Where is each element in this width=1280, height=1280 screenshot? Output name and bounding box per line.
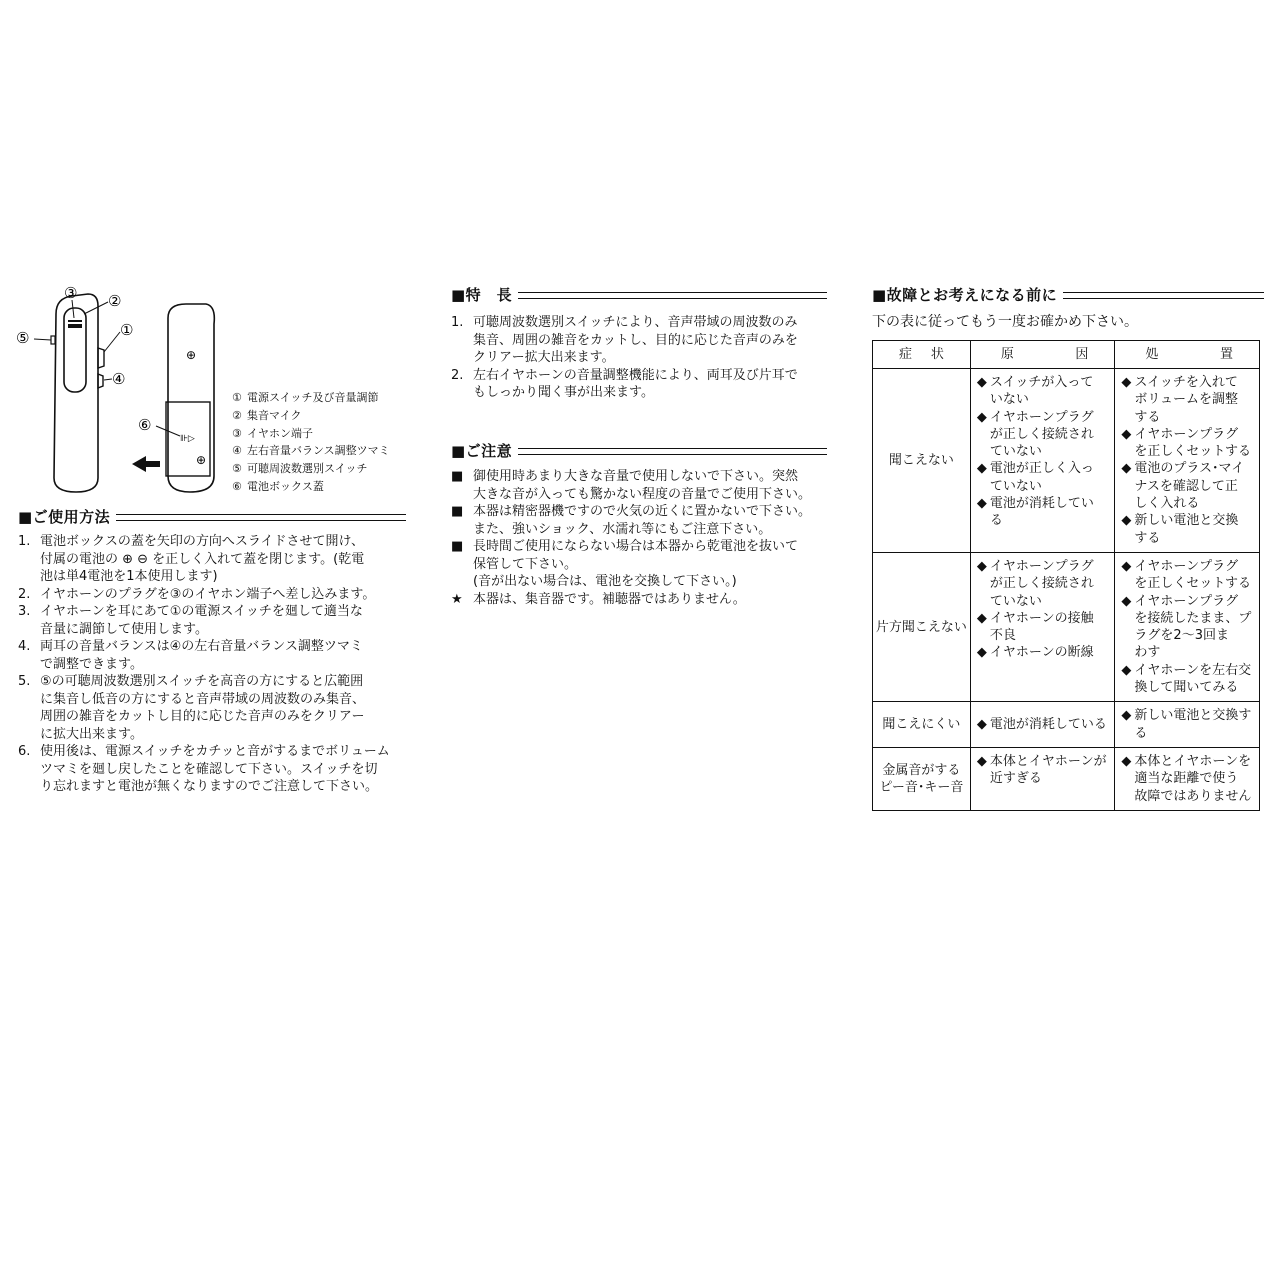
remedy-cell: ◆ 本体とイヤホーンを 適当な距離で使う 故障ではありません xyxy=(1115,747,1260,810)
legend-item: ⑤ 可聴周波数選別スイッチ xyxy=(232,462,368,476)
cause-cell: ◆ イヤホーンプラグ が正しく接続され ていない ◆ イヤホーンの接触 不良 ◆ イヤホーンの断線 xyxy=(970,552,1115,701)
troubleshooting-heading xyxy=(872,284,1264,304)
list-item: 6. 使用後は、電源スイッチをカチッと音がするまでボリューム ツマミを廻し戻したことを確認して下さい。スイッチを切 り忘れますと電池が無くなりますのでご注意して下さい。 xyxy=(18,744,390,794)
list-item: 4. 両耳の音量バランスは④の左右音量バランス調整ツマミ で調整できます。 xyxy=(18,639,363,672)
table-header-row xyxy=(873,341,1260,369)
features-list xyxy=(451,314,831,402)
header-cause: 原 因 xyxy=(970,341,1115,369)
list-item: ■ 本器は精密器機ですので火気の近くに置かないで下さい。 また、強いショック、水濡れ等にもご注意下さい。 xyxy=(451,504,812,537)
list-item: 1. 可聴周波数選別スイッチにより、音声帯域の周波数のみ 集音、周囲の雑音をカットし、目的に応じた音声のみを クリアー拡大出来ます。 xyxy=(451,315,798,365)
symptom-cell: 金属音がする ピー音･キー音 xyxy=(873,747,971,810)
features-title: ■特 長 xyxy=(451,285,513,304)
callout-2: ② xyxy=(108,292,122,310)
list-item: 3. イヤホーンを耳にあて①の電源スイッチを廻して適当な 音量に調節して使用します。 xyxy=(18,604,363,637)
legend-item: ③ イヤホン端子 xyxy=(232,426,313,440)
slide-mark: ⊪▷ xyxy=(180,434,195,444)
remedy-cell: ◆ スイッチを入れて ボリュームを調整 する ◆ イヤホーンプラグ を正しくセットする ◆ 電池のプラス･マイ ナスを確認して正 しく入れる ◆ 新しい電池と交換 する xyxy=(1115,369,1260,553)
list-item: ■ 長時間ご使用にならない場合は本器から乾電池を抜いて 保管して下さい。 (音が出ない場合は、電池を交換して下さい。) xyxy=(451,539,799,589)
legend-item: ④ 左右音量バランス調整ツマミ xyxy=(232,444,390,458)
plus-mark-top: ⊕ xyxy=(186,348,197,362)
troubleshooting-table xyxy=(872,340,1260,811)
usage-list xyxy=(18,533,410,796)
legend-item: ① 電源スイッチ及び音量調節 xyxy=(232,391,379,404)
remedy-cell: ◆ イヤホーンプラグ を正しくセットする ◆ イヤホーンプラグ を接続したまま、プ ラグを2～3回ま わす ◆ イヤホーンを左右交 換して聞いてみる xyxy=(1115,552,1260,701)
cautions-heading xyxy=(451,440,827,460)
symptom-cell: 片方聞こえない xyxy=(873,552,971,701)
cautions-title: ■ご注意 xyxy=(451,441,513,460)
cautions-list xyxy=(451,468,831,608)
features-heading xyxy=(451,284,827,304)
legend-item: ② 集音マイク xyxy=(232,408,302,422)
frequency-switch xyxy=(51,336,55,344)
heading-rule xyxy=(116,514,406,521)
list-item: ■ 御使用時あまり大きな音量で使用しないで下さい。突然 大きな音が入っても驚かない程度の音量でご使用下さい。 xyxy=(451,469,812,502)
table-row xyxy=(873,369,1260,553)
callout-6: ⑥ xyxy=(138,416,152,434)
callout-5: ⑤ xyxy=(16,329,30,347)
troubleshooting-title: ■故障とお考えになる前に xyxy=(872,285,1058,304)
header-symptom: 症 状 xyxy=(873,341,971,369)
header-remedy: 処 置 xyxy=(1115,341,1260,369)
troubleshooting-intro: 下の表に従ってもう一度お確かめ下さい。 xyxy=(872,314,1138,330)
usage-heading xyxy=(18,506,406,526)
list-item: 2. イヤホーンのプラグを③のイヤホン端子へ差し込みます。 xyxy=(18,586,376,602)
symptom-cell: 聞こえない xyxy=(873,369,971,553)
symptom-cell: 聞こえにくい xyxy=(873,702,971,748)
diagram-legend xyxy=(232,389,390,496)
callout-4: ④ xyxy=(112,370,126,388)
list-item: 2. 左右イヤホーンの音量調整機能により、両耳及び片耳で もしっかり聞く事が出来ます。 xyxy=(451,367,798,400)
remedy-cell: ◆ 新しい電池と交換する xyxy=(1115,702,1260,748)
power-switch-knob xyxy=(98,348,104,368)
slide-arrow-icon xyxy=(132,456,160,472)
device-back-body xyxy=(168,304,214,492)
plus-mark-bottom: ⊕ xyxy=(196,453,207,467)
usage-title: ■ご使用方法 xyxy=(18,507,111,526)
callout-1: ① xyxy=(120,321,134,339)
cause-cell: ◆ 本体とイヤホーンが 近すぎる xyxy=(970,747,1115,810)
list-item: 5. ⑤の可聴周波数選別スイッチを高音の方にすると広範囲 に集音し低音の方にすると音声帯域の周波数のみ集音、 周囲の雑音をカットし目的に応じた音声のみをクリアー に拡大出来ます。 xyxy=(18,674,366,742)
cause-cell: ◆ スイッチが入って いない ◆ イヤホーンプラグ が正しく接続され ていない ◆ 電池が正しく入っ ていない ◆ 電池が消耗してい る xyxy=(970,369,1115,553)
callout-3: ③ xyxy=(64,284,78,302)
legend-item: ⑥ 電池ボックス蓋 xyxy=(232,479,324,493)
table-row xyxy=(873,702,1260,748)
heading-rule xyxy=(518,292,827,299)
list-item: ★ 本器は、集音器です。補聴器ではありません。 xyxy=(451,591,746,607)
list-item: 1. 電池ボックスの蓋を矢印の方向へスライドさせて開け、 付属の電池の ⊕ ⊖ を正しく入れて蓋を閉じます。(乾電 池は単4電池を1本使用します) xyxy=(18,534,365,584)
table-row xyxy=(873,552,1260,701)
heading-rule xyxy=(1063,292,1264,299)
heading-rule xyxy=(518,448,827,455)
table-row xyxy=(873,747,1260,810)
cause-cell: ◆ 電池が消耗している xyxy=(970,702,1115,748)
